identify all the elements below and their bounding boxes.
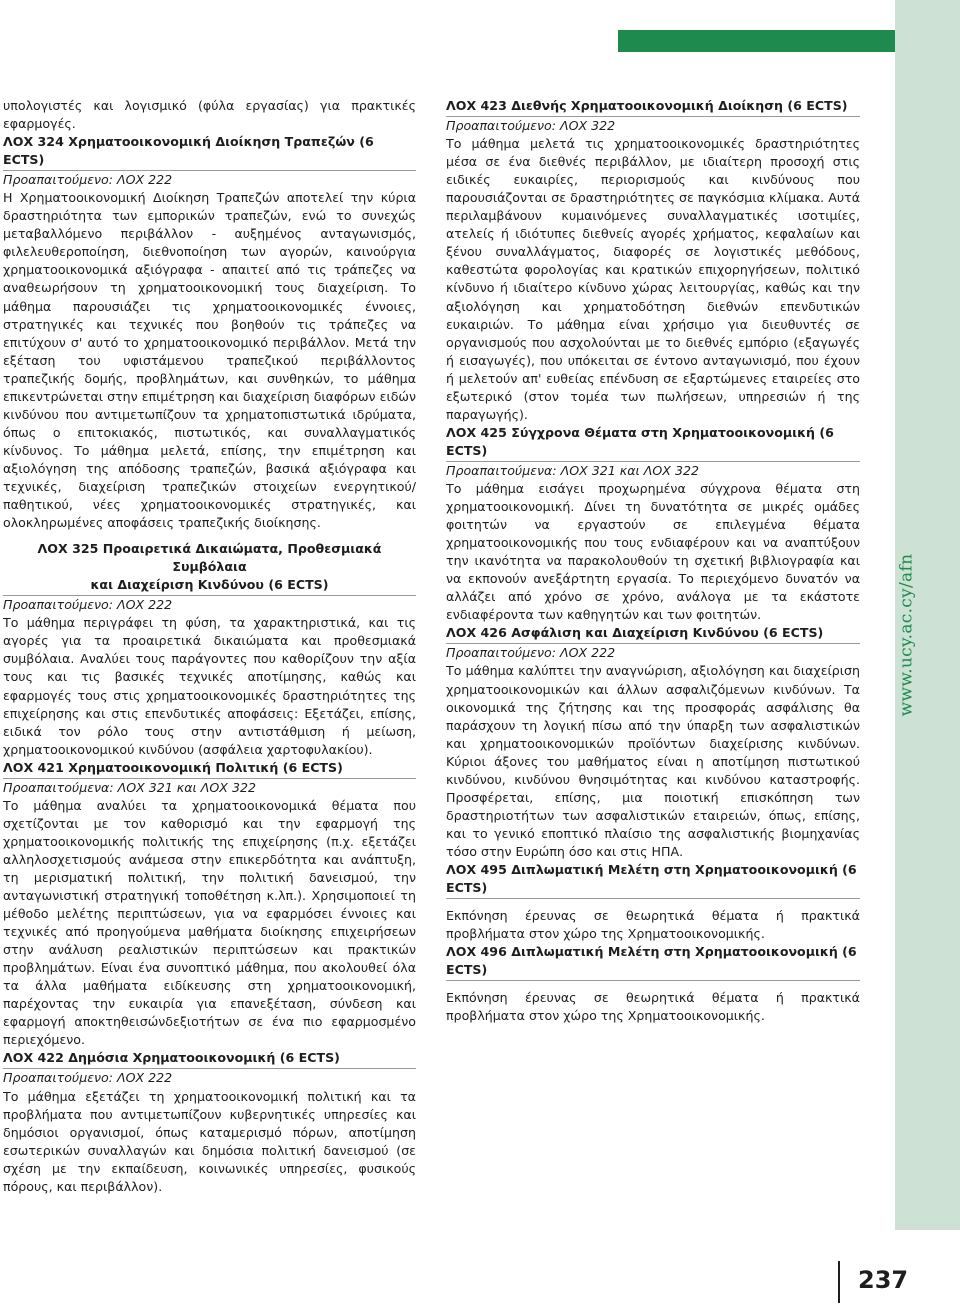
course-text-423: Το μάθημα μελετά τις χρηματοοικονομικές δραστηριότητες μέσα σε ένα διεθνές περιβάλλον, με ιδιαίτερη προσοχή στις ειδικές ευκαιρίες, περιορισμούς και κινδύνους που παρουσιάζονται σε δραστηριότητες σε παγκόσμια κλίμακα. Αυτά περιλαμβάνουν κυμαινόμενες συναλλαγματικές ισοτιμίες, ατελείς ή ιδιότυπες διεθνείς αγορές χρήματος, κεφαλαίων και ξένου συναλλάγματος, διαφορές σε λογιστικές μεθόδους, καθεστώτα φορολογίας και κρατικών επιχορηγήσεων, πολιτικό κίνδυνο ή ιδιαίτερο κίνδυνο χώρας λειτουργίας, καθώς και την αξιολόγηση και χρηματοδότηση διεθνών επενδυτικών ευκαιριών. Το μάθημα είναι χρήσιμο για διευθυντές σε οργανισμούς που ασχολούνται με το διεθνές εμπόριο (εξαγωγές ή εισαγωγές), που υπόκειται σε έντονο ανταγωνισμό, που έχουν ή μελετούν απ' ευθείας επένδυση σε εξαρτώμενες εταιρείες στο εξωτερικό (στον τομέα των πωλήσεων, υπηρεσιών ή της παραγωγής). (446, 136, 860, 422)
course-title-425: ΛΟΧ 425 Σύγχρονα Θέματα στη Χρηματοοικονομική (6 ECTS) (446, 424, 860, 462)
course-text-421: Το μάθημα αναλύει τα χρηματοοικονομικά θέματα που σχετίζονται με τον καθορισμό και την εφαρμογή της χρηματοοικονομικής πολιτικής της επιχείρησης (π.χ. εξετάζει αλληλοσχετισμούς ανάμεσα στην επικερδότητα και ανάπτυξη, τη μερισματική πολιτική, την πολιτική δανεισμού, την ανταγωνιστική στρατηγική τοποθέτηση κ.λπ.). Χρησιμοποιεί τη μέθοδο μελέτης περιπτώσεων, για να εφαρμόσει έννοιες και τεχνικές από προηγούμενα μαθήματα διοίκησης επιχειρήσεων στην ανάλυση ρεαλιστικών περιπτώσεων και πρακτικών προβλημάτων. Είναι ένα συνοπτικό μάθημα, που ακολουθεί όλα τα άλλα μαθήματα ειδίκευσης στη χρηματοοικονομική, παρέχοντας την ευκαιρία για επανεξέταση, σύνδεση και εφαρμογή αποκτηθεισώνδεξιοτήτων σε ένα πιο εφαρμοσμένο περιεχόμενο. (3, 797, 416, 1048)
course-prereq-426: Προαπαιτούμενο: ΛΟΧ 222 (446, 645, 616, 661)
course-text-496: Εκπόνηση έρευνας σε θεωρητικά θέματα ή πρακτικά προβλήματα στον χώρο της Χρηματοοικονομικής. (446, 990, 860, 1024)
course-title-495: ΛΟΧ 495 Διπλωματική Μελέτη στη Χρηματοοικονομική (6 ECTS) (446, 861, 860, 899)
course-prereq-325: Προαπαιτούμενο: ΛΟΧ 222 (3, 597, 173, 613)
right-column (446, 97, 860, 1025)
course-prereq-425: Προαπαιτούμενα: ΛΟΧ 321 και ΛΟΧ 322 (446, 462, 699, 478)
course-title-421: ΛΟΧ 421 Χρηματοοικονομική Πολιτική (6 ECTS) (3, 759, 416, 779)
course-title-325-line1: ΛΟΧ 325 Προαιρετικά Δικαιώματα, Προθεσμιακά Συμβόλαια (37, 541, 382, 575)
page-number: 237 (858, 1266, 909, 1294)
course-text-426: Το μάθημα καλύπτει την αναγνώριση, αξιολόγηση και διαχείριση χρηματοοικονομικών και άλλων ασφαλιζόμενων κινδύνων. Τα οικονομικά της ζήτησης και της προσφοράς ασφάλισης θα παράσχουν τη λογική πίσω από την ύπαρξη των ασφαλιστικών και χρηματοοικονομικών προϊόντων διαχείρισης κινδύνων. Κύριοι άξονες του μαθήματος είναι η αποτίμηση πιστωτικού κινδύνου, κινδύνου θνησιμότητας και κινδύνου καταστροφής. Προσφέρεται, επίσης, μια ποιοτική επισκόπηση των δραστηριοτήτων των ασφαλιστικών εταιρειών, όπως, επίσης, και το γενικό εποπτικό πλαίσιο της ασφαλιστικής βιομηχανίας τόσο στην Ευρώπη όσο και στις ΗΠΑ. (446, 663, 860, 859)
course-text-325: Το μάθημα περιγράφει τη φύση, τα χαρακτηριστικά, και τις αγορές για τα προαιρετικά δικαιώματα και προθεσμιακά συμβόλαια. Αναλύει τους παράγοντες που καθορίζουν την αξία τους και τις βασικές τεχνικές αποτίμησης, καθώς και εφαρμογές τους στις χρηματοοικονομικές δραστηριότητες της επιχείρησης και στις επενδυτικές αποφάσεις: Εξετάζει, επίσης, ειδικά τον ρόλο τους στην αντιστάθμιση ή μείωση, χρηματοοικονομικού κινδύνου (ασφάλεια χαρτοφυλακίου). (3, 615, 416, 757)
course-prereq-324: Προαπαιτούμενο: ΛΟΧ 222 (3, 172, 173, 188)
course-text-425: Το μάθημα εισάγει προχωρημένα σύγχρονα θέματα στη χρηματοοικονομική. Δίνει τη δυνατότητα σε μικρές ομάδες φοιτητών να εργαστούν σε επιλεγμένα θέματα χρηματοοικονομικής που τους ενδιαφέρουν και να αναπτύξουν την ικανότητα να παρακολουθούν τη σχετική βιβλιογραφία και να εκπονούν ανεξάρτητη εργασία. Το περιεχόμενο δυνατόν να αλλάζει από χρόνο σε χρόνο, ανάλογα με τα εκάστοτε ενδιαφέροντα των καθηγητών και των φοιτητών. (446, 480, 860, 623)
course-title-324: ΛΟΧ 324 Χρηματοοικονομική Διοίκηση Τραπεζών (6 ECTS) (3, 133, 416, 171)
side-url-text: www.ucy.ac.cy/afn (896, 553, 916, 717)
course-text-324: Η Χρηματοοικονομική Διοίκηση Τραπεζών αποτελεί την κύρια δραστηριότητα των εμπορικών τραπεζών, ενώ το συνεχώς μεταβαλλόμενο περιβάλλον - αυξημένος ανταγωνισμός, φιλελευθεροποίηση, διεθνοποίηση των αγορών, καινούργια χρηματοοικονομικά αξιόγραφα - απαιτεί από τις τράπεζες να αναθεωρήσουν τη χρηματοοικονομική τους διαχείριση. Το μάθημα παρουσιάζει τις χρηματοοικονομικές έννοιες, στρατηγικές και τεχνικές που βοηθούν τις τράπεζες να επιτύχουν σ' αυτό το χρηματοοικονομικό περιβάλλον. Μετά την εξέταση του υφιστάμενου τραπεζικού περιβάλλοντος τραπεζικής δομής, προβλημάτων, και συνθηκών, το μάθημα επικεντρώνεται στην επιμέτρηση και διαχείριση διαφόρων ειδών κινδύνου που αντιμετωπίζουν τα χρηματοπιστωτικά ιδρύματα, όπως ο επιτοκιακός, πιστωτικός, και συναλλαγματικός κίνδυνος. Το μάθημα μελετά, επίσης, την επιμέτρηση και αξιολόγηση της απόδοσης τραπεζών, βασικά αξιόγραφα και τεχνικές, διαχείριση τραπεζικών στοιχείων ενεργητικού/παθητικού, νέες χρηματοοικονομικές στρατηγικές, και ολοκληρωμένες αποφάσεις τραπεζικής διοίκησης. (3, 190, 416, 531)
course-prereq-421: Προαπαιτούμενα: ΛΟΧ 321 και ΛΟΧ 322 (3, 779, 256, 795)
left-column (3, 97, 416, 1196)
page-number-rule (838, 1261, 840, 1303)
course-title-426: ΛΟΧ 426 Ασφάλιση και Διαχείριση Κινδύνου (6 ECTS) (446, 624, 860, 644)
course-title-325 (3, 540, 416, 596)
course-title-325-line2: και Διαχείριση Κινδύνου (6 ECTS) (90, 577, 329, 593)
header-accent-bar (618, 30, 895, 52)
course-title-423: ΛΟΧ 423 Διεθνής Χρηματοοικονομική Διοίκηση (6 ECTS) (446, 97, 860, 117)
course-title-422: ΛΟΧ 422 Δημόσια Χρηματοοικονομική (6 ECTS) (3, 1049, 416, 1069)
course-title-496: ΛΟΧ 496 Διπλωματική Μελέτη στη Χρηματοοικονομική (6 ECTS) (446, 943, 860, 981)
course-text-422: Το μάθημα εξετάζει τη χρηματοοικονομική πολιτική και τα προβλήματα που αντιμετωπίζουν κυβερνητικές υπηρεσίες και δημόσιοι οργανισμοί, όπως καταμερισμό πόρων, αποτίμηση εσωτερικών συναλλαγών και δημόσια πολιτική δανεισμού (σε σχέση με την εκπαίδευση, κοινωνικές υπηρεσίες, φυσικούς πόρους, και περιβάλλον). (3, 1088, 416, 1194)
course-prereq-422: Προαπαιτούμενο: ΛΟΧ 222 (3, 1070, 173, 1086)
side-url[interactable] (895, 540, 917, 730)
course-text-495: Εκπόνηση έρευνας σε θεωρητικά θέματα ή πρακτικά προβλήματα στον χώρο της Χρηματοοικονομικής. (446, 908, 860, 942)
course-prereq-423: Προαπαιτούμενο: ΛΟΧ 322 (446, 118, 616, 134)
intro-text: υπολογιστές και λογισμικό (φύλα εργασίας) για πρακτικές εφαρμογές. (3, 98, 416, 132)
